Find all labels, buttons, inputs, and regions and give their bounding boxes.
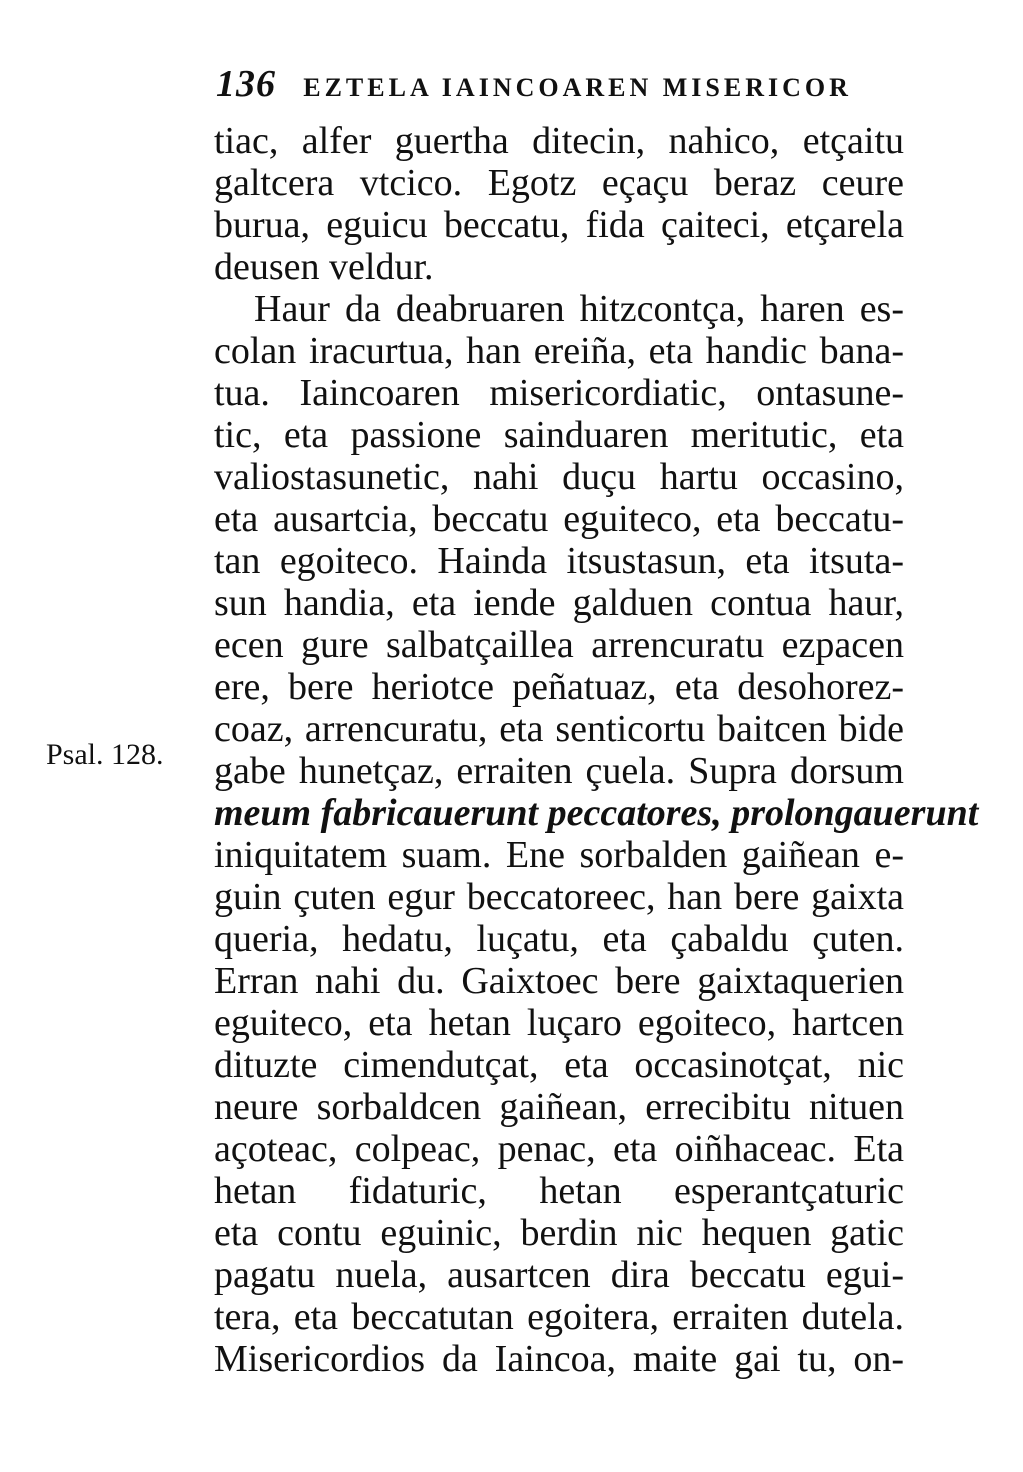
text-line: sun handia, eta iende galduen contua haur, [214, 582, 904, 624]
text-line: deusen veldur. [214, 246, 434, 288]
text-line: iniquitatem suam. Ene sorbalden gaiñean e- [214, 834, 904, 876]
text-line: hetan fidaturic, hetan esperantçaturic [214, 1170, 904, 1212]
text-line: queria, hedatu, luçatu, eta çabaldu çuten. [214, 918, 904, 960]
text-line: valiostasunetic, nahi duçu hartu occasino, [214, 456, 904, 498]
latin-quotation-line: meum fabricauerunt peccatores, prolongauerunt [214, 792, 979, 834]
text-line: tan egoiteco. Hainda itsustasun, eta itsuta- [214, 540, 904, 582]
text-line: coaz, arrencuratu, eta senticortu baitcen bide [214, 708, 904, 750]
text-line: açoteac, colpeac, penac, eta oiñhaceac. Eta [214, 1128, 904, 1170]
text-line: galtcera vtcico. Egotz eçaçu beraz ceure [214, 162, 904, 204]
text-line: tiac, alfer guertha ditecin, nahico, etçaitu [214, 120, 904, 162]
page-header [216, 62, 916, 106]
text-line: ere, bere heriotce peñatuaz, eta desohorez- [214, 666, 904, 708]
text-line: Haur da deabruaren hitzcontça, haren es- [254, 288, 904, 330]
text-line: eta ausartcia, beccatu eguiteco, eta beccatu- [214, 498, 904, 540]
text-line: gabe hunetçaz, erraiten çuela. Supra dorsum [214, 750, 904, 792]
text-line: Misericordios da Iaincoa, maite gai tu, on- [214, 1338, 904, 1380]
text-line: dituzte cimendutçat, eta occasinotçat, nic [214, 1044, 904, 1086]
text-line: Erran nahi du. Gaixtoec bere gaixtaquerien [214, 960, 904, 1002]
page-number: 136 [216, 63, 276, 105]
text-line: colan iracurtua, han ereiña, eta handic bana- [214, 330, 904, 372]
running-title: EZTELA IAINCOAREN MISERICOR [303, 73, 852, 102]
text-line: eta contu eguinic, berdin nic hequen gatic [214, 1212, 904, 1254]
text-line: guin çuten egur beccatoreec, han bere gaixta [214, 876, 904, 918]
body-text [214, 120, 979, 1380]
text-line: ecen gure salbatçaillea arrencuratu ezpacen [214, 624, 904, 666]
text-line: pagatu nuela, ausartcen dira beccatu egui- [214, 1254, 904, 1296]
text-line: tic, eta passione sainduaren meritutic, eta [214, 414, 904, 456]
text-line: eguiteco, eta hetan luçaro egoiteco, hartcen [214, 1002, 904, 1044]
text-line: neure sorbaldcen gaiñean, errecibitu nituen [214, 1086, 904, 1128]
text-line: burua, eguicu beccatu, fida çaiteci, etçarela [214, 204, 904, 246]
margin-note-psalm-reference: Psal. 128. [46, 738, 164, 771]
text-line: tera, eta beccatutan egoitera, erraiten dutela. [214, 1296, 904, 1338]
text-line: tua. Iaincoaren misericordiatic, ontasune- [214, 372, 904, 414]
